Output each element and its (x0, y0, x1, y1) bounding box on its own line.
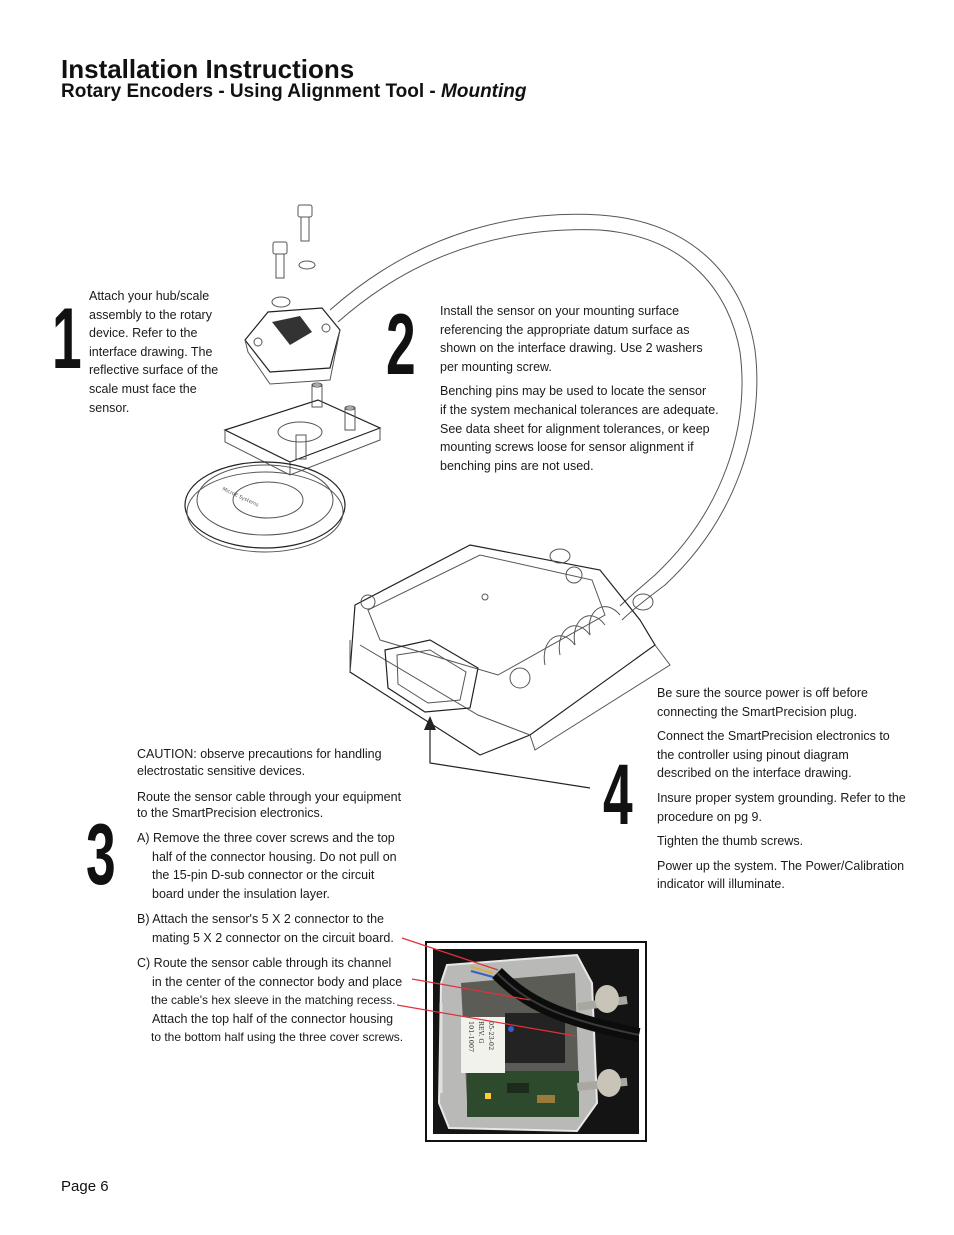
line: mounting screws loose for sensor alignment if (440, 440, 694, 455)
photo-label-line1: 101-1007 (467, 1021, 475, 1053)
callout-line-c2 (397, 1005, 576, 1036)
photo-label-line2: REV. G (477, 1021, 485, 1044)
line: B) Attach the sensor's 5 X 2 connector to the (137, 912, 384, 926)
line: A) Remove the three cover screws and the top (137, 831, 395, 845)
line: Install the sensor on your mounting surface (440, 304, 680, 318)
step-1-line: reflective surface of the (89, 363, 219, 378)
line: Power up the system. The Power/Calibration (657, 858, 905, 873)
line: procedure on pg 9. (657, 809, 762, 824)
step-2-number: 2 (386, 297, 416, 393)
line: referencing the appropriate datum surface as (440, 322, 690, 337)
line: described on the interface drawing. (657, 766, 852, 781)
step-1-line: device. Refer to the (89, 326, 198, 341)
line: See data sheet for alignment tolerances, or keep (440, 421, 710, 436)
page-number: Page 6 (61, 1178, 109, 1195)
step-4-number: 4 (603, 747, 633, 843)
subtitle-italic: Mounting (441, 81, 527, 102)
line: half of the connector housing. Do not pull on (152, 849, 397, 864)
step-3-number: 3 (86, 807, 116, 903)
line: Route the sensor cable through your equipment (137, 790, 402, 804)
line: Tighten the thumb screws. (657, 834, 804, 849)
line: board under the insulation layer. (152, 886, 330, 901)
step-1-line: Attach your hub/scale (89, 289, 210, 303)
line: per mounting screw. (440, 359, 552, 374)
line: benching pins are not used. (440, 458, 594, 473)
line: connecting the SmartPrecision plug. (657, 704, 858, 719)
line: electrostatic sensitive devices. (137, 763, 306, 778)
line: Insure proper system grounding. Refer to the (657, 790, 906, 805)
callout-line-c1 (412, 979, 530, 1000)
line: in the center of the connector body and place (152, 974, 403, 989)
line: indicator will illuminate. (657, 877, 785, 892)
step-1-number: 1 (52, 291, 82, 387)
line: to the SmartPrecision electronics. (137, 806, 324, 820)
line: the controller using pinout diagram (657, 747, 849, 762)
line: C) Route the sensor cable through its channel (137, 956, 392, 970)
line: if the system mechanical tolerances are adequate. (440, 402, 719, 417)
step-1-line: interface drawing. The (89, 344, 213, 359)
line: CAUTION: observe precautions for handling (137, 747, 382, 761)
line: to the bottom half using the three cover screws. (151, 1030, 404, 1045)
line: shown on the interface drawing. Use 2 washers (440, 341, 703, 356)
photo-label-line3: 05-23-02 (487, 1021, 495, 1051)
page-title: Installation Instructions (61, 54, 355, 84)
line: mating 5 X 2 connector on the circuit board. (152, 930, 394, 945)
step-1-line: scale must face the sensor. (89, 381, 197, 415)
callout-line-b (402, 938, 498, 970)
line: the cable's hex sleeve in the matching recess. (151, 993, 396, 1008)
line: Attach the top half of the connector housing (152, 1011, 394, 1026)
line: Connect the SmartPrecision electronics to (657, 729, 890, 744)
subtitle-main: Rotary Encoders - Using Alignment Tool - (61, 81, 442, 102)
step-1-line: assembly to the rotary (89, 307, 212, 322)
line: Benching pins may be used to locate the sensor (440, 384, 707, 399)
line: the 15-pin D-sub connector or the circuit (152, 868, 375, 883)
scale-label: MicroE Systems (221, 486, 260, 509)
line: Be sure the source power is off before (657, 686, 868, 700)
